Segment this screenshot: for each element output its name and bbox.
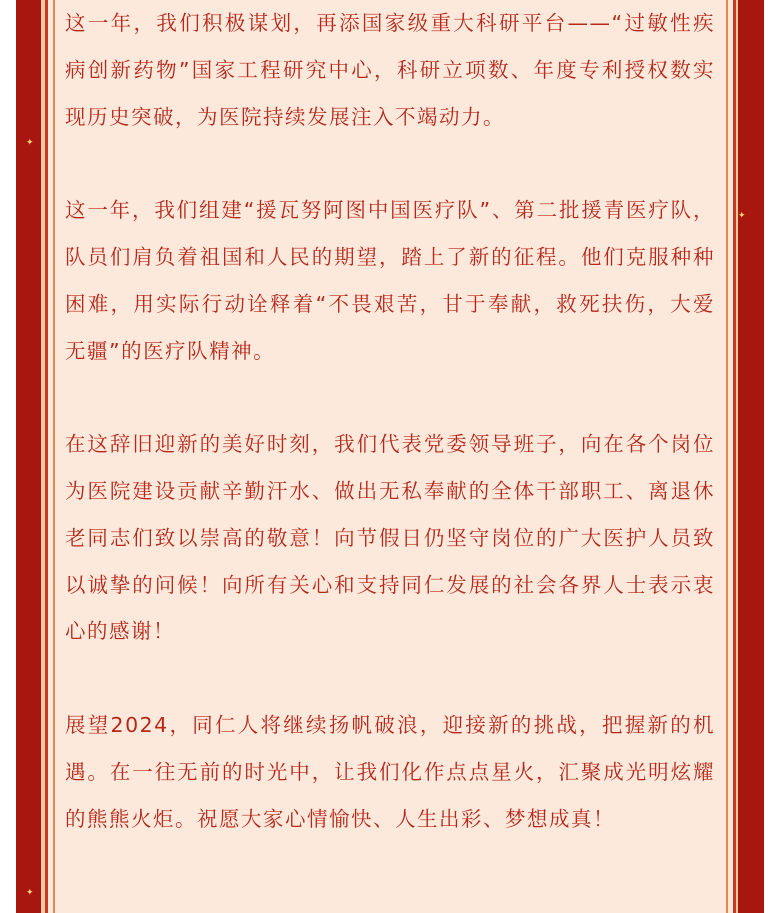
paper-border-left <box>53 0 55 913</box>
paragraph-medical-team: 这一年，我们组建“援瓦努阿图中国医疗队”、第二批援青医疗队，队员们肩负着祖国和人民的期望，踏上了新的征程。他们克服种种困难，用实际行动诠释着“不畏艰苦，甘于奉献，救死扶伤，大爱无疆”的医疗队精神。 <box>65 198 715 363</box>
left-scroll-pillar <box>16 0 41 913</box>
paper-border-right <box>726 0 728 913</box>
left-ornament-bottom-icon: ✦ <box>26 888 34 898</box>
paragraph-outlook: 展望2024，同仁人将继续扬帆破浪，迎接新的挑战，把握新的机遇。在一往无前的时光中，让我们化作点点星火，汇聚成光明炫耀的熊熊火炬。祝愿大家心情愉快、人生出彩、梦想成真！ <box>65 712 715 831</box>
paragraph-gratitude: 在这辞旧迎新的美好时刻，我们代表党委领导班子，向在各个岗位为医院建设贡献辛勤汗水、做出无私奉献的全体干部职工、离退休老同志们致以崇高的敬意！向节假日仍坚守岗位的广大医护人员致以诚挚的问候！向所有关心和支持同仁发展的社会各界人士表示衷心的感谢！ <box>65 432 715 644</box>
left-ornament-top-icon: ✦ <box>26 138 34 148</box>
letter-body <box>65 0 715 842</box>
right-scroll-pillar <box>738 0 764 913</box>
right-ornament-icon: ✦ <box>738 211 746 221</box>
paragraph-research: 这一年，我们积极谋划，再添国家级重大科研平台——“过敏性疾病创新药物”国家工程研究中心，科研立项数、年度专利授权数实现历史突破，为医院持续发展注入不竭动力。 <box>65 11 715 129</box>
